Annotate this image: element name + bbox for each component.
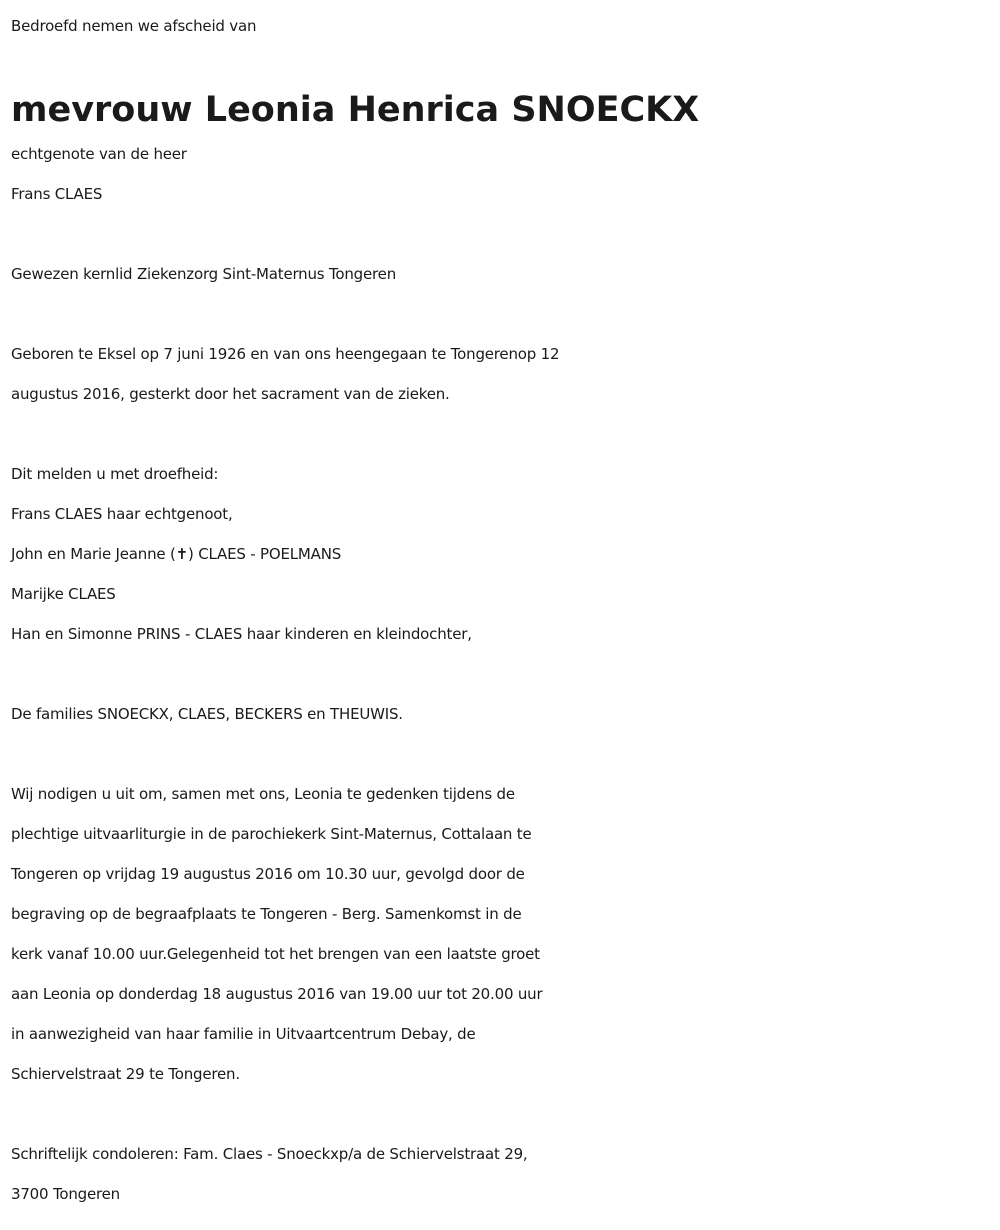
birth-death-line-2: augustus 2016, gesterkt door het sacrament van de zieken.	[11, 385, 450, 403]
invitation-line: in aanwezigheid van haar familie in Uitvaartcentrum Debay, de	[11, 1025, 476, 1043]
spacer	[11, 1094, 996, 1134]
invitation-line: Wij nodigen u uit om, samen met ons, Leonia te gedenken tijdens de	[11, 785, 515, 803]
condolence-line: Schriftelijk condoleren: Fam. Claes - Snoeckxp/a de Schiervelstraat 29,	[11, 1145, 528, 1163]
mourner-line: John en Marie Jeanne (✝) CLAES - POELMANS	[11, 545, 342, 563]
intro-text: Bedroefd nemen we afscheid van	[11, 17, 257, 35]
spouse-line-2: Frans CLAES	[11, 185, 103, 203]
spacer	[11, 214, 996, 254]
spacer	[11, 294, 996, 334]
mourner-line: Han en Simonne PRINS - CLAES haar kinderen en kleindochter,	[11, 625, 472, 643]
spacer	[11, 734, 996, 774]
condolence-line: 3700 Tongeren	[11, 1185, 120, 1203]
mourner-line: Frans CLAES haar echtgenoot,	[11, 505, 233, 523]
invitation-line: Tongeren op vrijdag 19 augustus 2016 om 10.30 uur, gevolgd door de	[11, 865, 525, 883]
spouse-line-1: echtgenote van de heer	[11, 145, 187, 163]
invitation-line: plechtige uitvaarliturgie in de parochiekerk Sint-Maternus, Cottalaan te	[11, 825, 532, 843]
birth-death-line-1: Geboren te Eksel op 7 juni 1926 en van ons heengegaan te Tongerenop 12	[11, 345, 560, 363]
announcement-intro: Dit melden u met droefheid:	[11, 465, 219, 483]
invitation-line: aan Leonia op donderdag 18 augustus 2016 van 19.00 uur tot 20.00 uur	[11, 985, 543, 1003]
families-text: De families SNOECKX, CLAES, BECKERS en THEUWIS.	[11, 705, 403, 723]
membership-text: Gewezen kernlid Ziekenzorg Sint-Maternus Tongeren	[11, 265, 396, 283]
invitation-line: kerk vanaf 10.00 uur.Gelegenheid tot het brengen van een laatste groet	[11, 945, 540, 963]
mourner-line: Marijke CLAES	[11, 585, 116, 603]
invitation-line: begraving op de begraafplaats te Tongeren - Berg. Samenkomst in de	[11, 905, 522, 923]
invitation-line: Schiervelstraat 29 te Tongeren.	[11, 1065, 240, 1083]
obituary-document	[11, 6, 996, 1214]
spacer	[11, 414, 996, 454]
spacer	[11, 654, 996, 694]
deceased-name: mevrouw Leonia Henrica SNOECKX	[11, 90, 700, 130]
